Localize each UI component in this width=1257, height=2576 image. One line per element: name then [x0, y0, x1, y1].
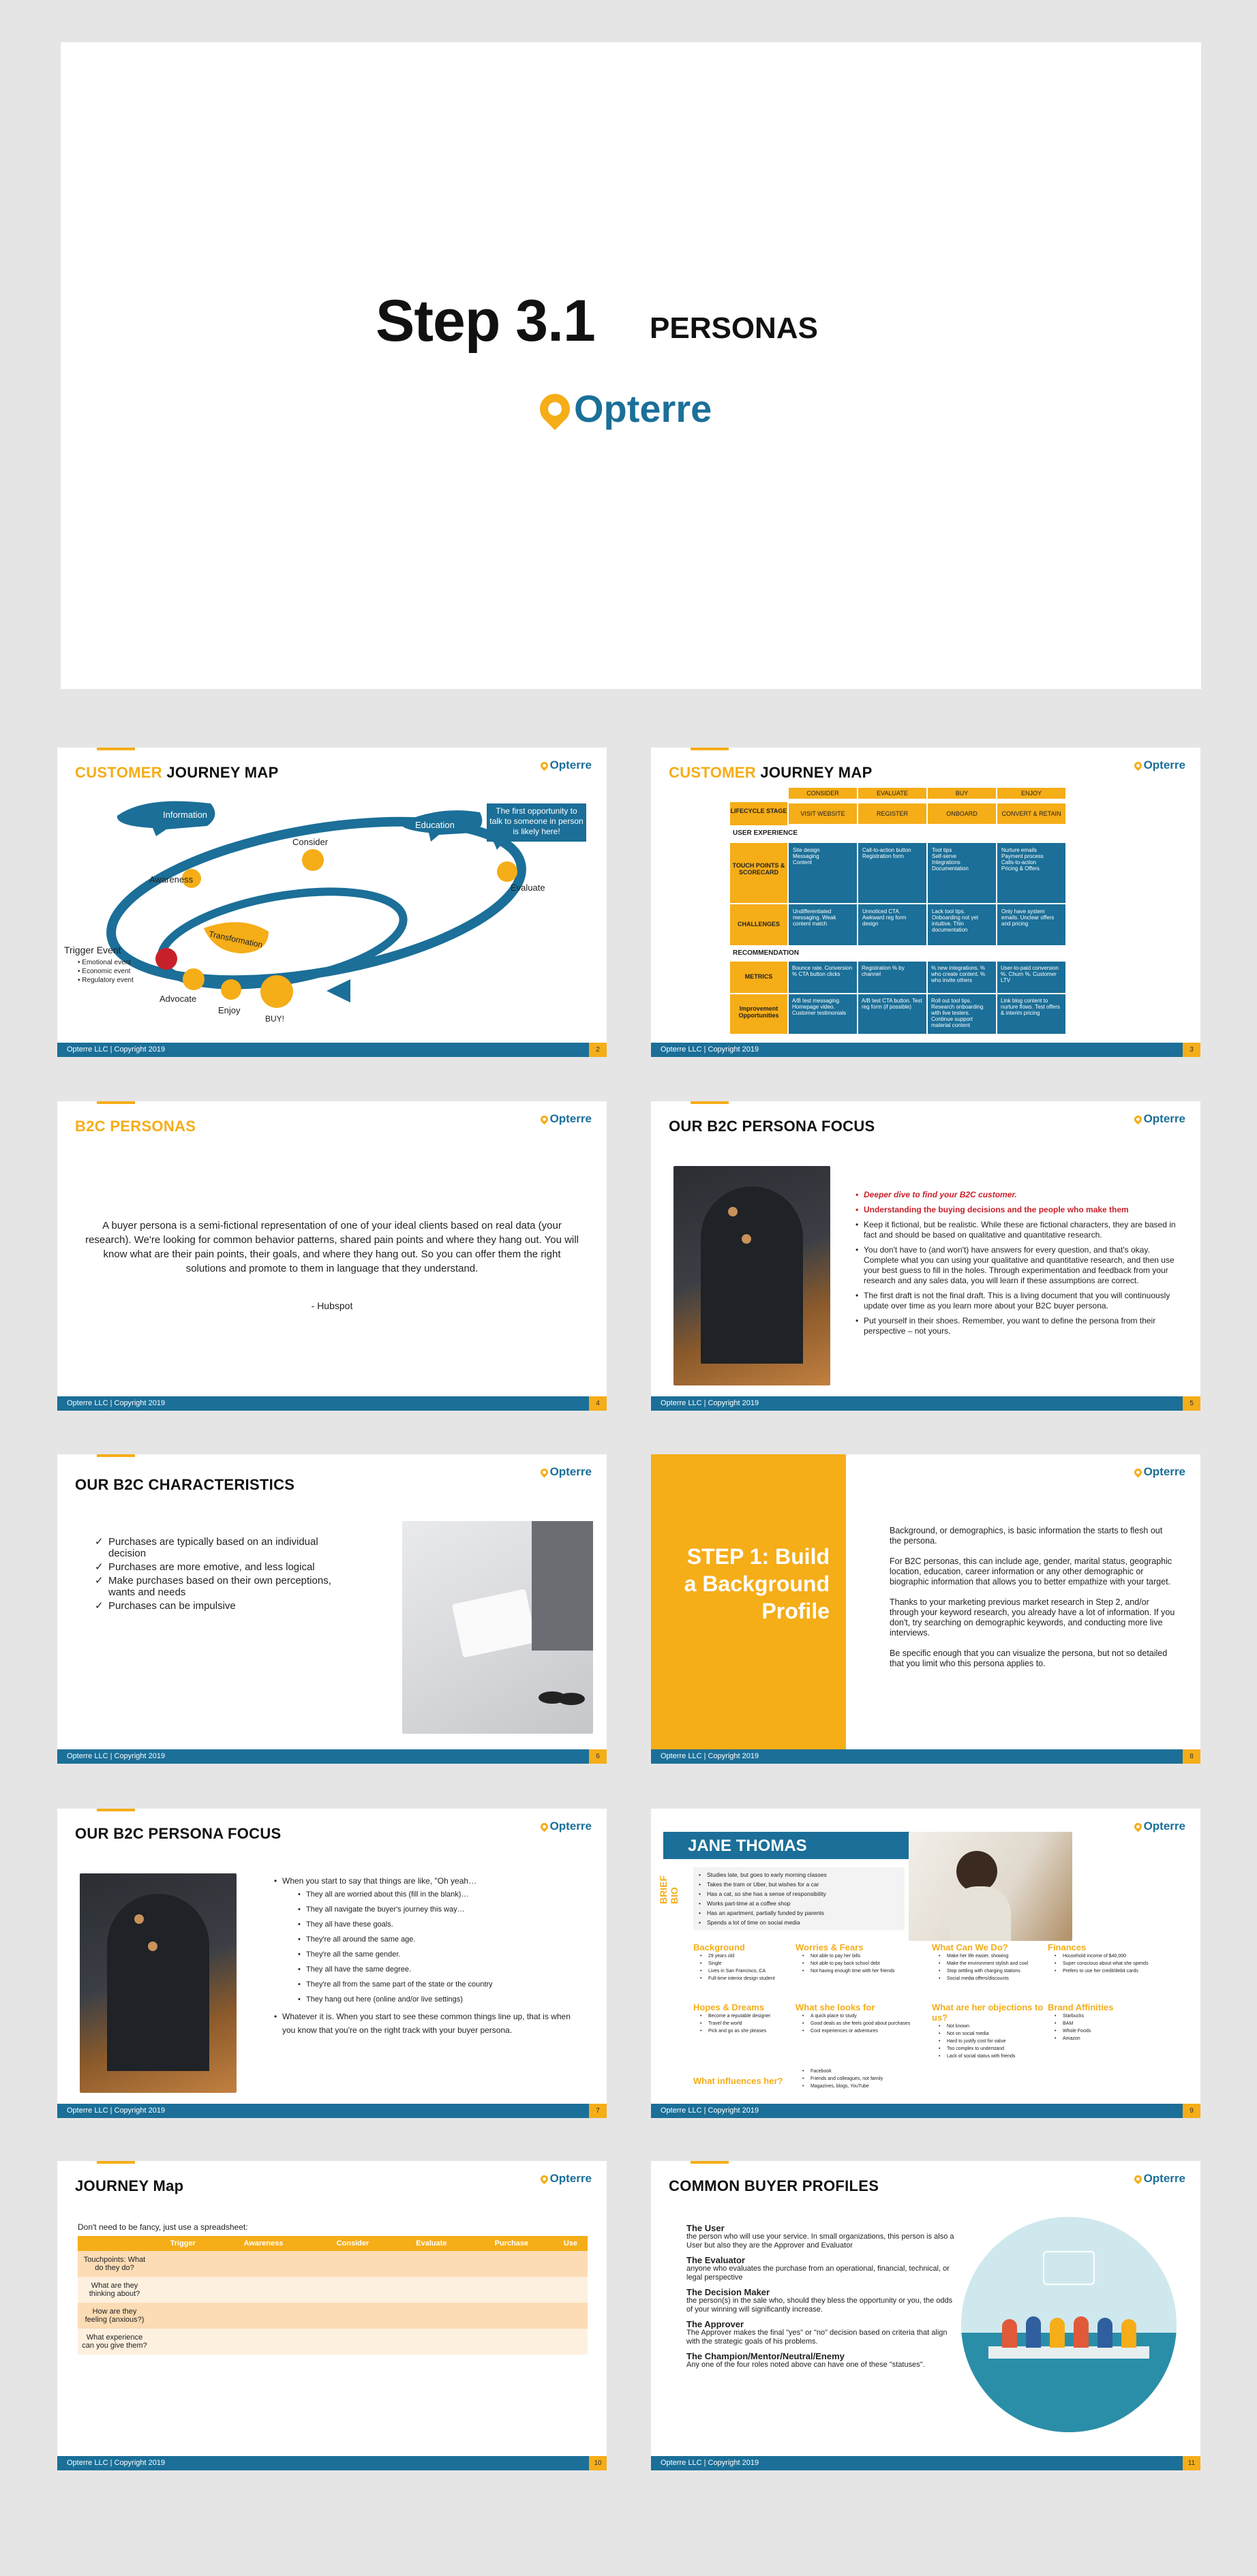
- opterre-logo: Opterre: [541, 1112, 592, 1126]
- opterre-logo: Opterre: [1134, 1820, 1185, 1833]
- opterre-logo: [540, 386, 712, 431]
- improve-label: Improvement Opportunities: [730, 994, 787, 1034]
- svg-text:Awareness: Awareness: [149, 874, 194, 885]
- step-heading: STEP 1: Build a Background Profile: [684, 1544, 830, 1623]
- slide-title: OUR B2C CHARACTERISTICS: [75, 1476, 295, 1493]
- svg-text:Enjoy: Enjoy: [218, 1005, 241, 1015]
- metrics-row: Bounce rate. Conversion % CTA button clicks Registration % by channel % new integrations. % who create content. % who invite others User-to-paid conversion %. Churn %. Customer LTV: [789, 962, 1065, 993]
- focus-bullets: • Deeper dive to find your B2C customer. • Understanding the buying decisions and the people who make them • Keep it fictional, but be realistic. While these are fictional characters, they are based in fact and should be based on qualitative and quantitative research. • You don't have to (and won't) have answers for every question, and that's okay. Complete what you can using your qualitative and quantitative research, and then use your best guess to fill in the holes. Through experimentation and feedback from your research and any sales data, you will learn if these assumptions are correct. • The first draft is not the final draft. This is a living document that you will continuously update over time as you learn more about your B2C buyer persona. • Put yourself in their shoes. Remember, you want to define the persona from their perspective – not yours.: [855, 1190, 1183, 1336]
- svg-text:Advocate: Advocate: [160, 994, 197, 1004]
- slide-footer: Opterre LLC | Copyright 2019 3: [651, 1043, 1200, 1057]
- svg-text:BUY!: BUY!: [265, 1014, 285, 1024]
- personas-title: PERSONAS: [650, 311, 818, 345]
- spreadsheet-note: Don't need to be fancy, just use a spreadsheet:: [78, 2222, 248, 2232]
- enjoy-node: [221, 979, 241, 1000]
- slide-b2c-characteristics: [57, 1454, 607, 1764]
- person-writing-photo: [673, 1166, 830, 1385]
- slide-title: JOURNEY Map: [75, 2177, 184, 2194]
- callout-text: The first opportunity to talk to someone in person is likely here!: [489, 806, 584, 836]
- team-meeting-illustration: [961, 2217, 1177, 2432]
- svg-text:Transformation: Transformation: [208, 929, 264, 950]
- opterre-logo: Opterre: [1134, 1112, 1185, 1126]
- slide-title: COMMON BUYER PROFILES: [669, 2177, 879, 2194]
- profiles-list: The User the person who will use your service. In small organizations, this person is also a User but also they are the Approver and Evaluator The Evaluator anyone who evaluates the purchase from an operational, financial, technical, or legal perspective The Decision Maker the person(s) in the sale who, should they bless the opportunity or you, the odds of your winning will significantly increase. The Approver The Approver makes the final "yes" or "no" decision based on criteria that align with the strategic goals of his problems. The Champion/Mentor/Neutral/Enemy Any one of the four roles noted above can have one of these "statuses".: [686, 2223, 954, 2369]
- location-pin-icon: [539, 2173, 549, 2184]
- touch-row: Site design Messaging Content Call-to-action button Registration form Tool tips Self-serve Integrations Documentation Nurture emails Payment process Calls-to-action Pricing & Offers: [789, 843, 1065, 903]
- opterre-logo: Opterre: [541, 1820, 592, 1833]
- slide-footer: Opterre LLC | Copyright 2019 7: [57, 2104, 607, 2118]
- check-icon: ✓: [95, 1536, 104, 1548]
- card-payment-photo: [402, 1521, 593, 1734]
- opterre-logo: Opterre: [1134, 2172, 1185, 2186]
- opterre-logo: Opterre: [1134, 1465, 1185, 1479]
- slide-footer: Opterre LLC | Copyright 2019 9: [651, 2104, 1200, 2118]
- svg-text:Information: Information: [163, 810, 208, 820]
- slide-footer: Opterre LLC | Copyright 2019 2: [57, 1043, 607, 1057]
- recommendation-label: RECOMMENDATION: [733, 949, 800, 957]
- slide-title: B2C PERSONAS: [75, 1118, 196, 1135]
- challenges-label: CHALLENGES: [730, 904, 787, 945]
- opterre-logo: Opterre: [541, 1465, 592, 1479]
- opterre-logo: Opterre: [1134, 758, 1185, 772]
- slide-footer: Opterre LLC | Copyright 2019 4: [57, 1396, 607, 1411]
- logo-text: Opterre: [574, 387, 712, 430]
- location-pin-icon: [1132, 2173, 1143, 2184]
- trigger-node: [155, 948, 177, 970]
- check-icon: ✓: [95, 1575, 104, 1586]
- buy-node: [260, 975, 293, 1008]
- slide-title: OUR B2C PERSONA FOCUS: [669, 1118, 875, 1135]
- svg-text:• Economic event: • Economic event: [78, 968, 131, 975]
- ux-label: USER EXPERIENCE: [733, 829, 798, 837]
- slide-footer: Opterre LLC | Copyright 2019 10: [57, 2456, 607, 2470]
- slide-footer: Opterre LLC | Copyright 2019 11: [651, 2456, 1200, 2470]
- svg-text:• Emotional event: • Emotional event: [78, 959, 131, 966]
- slide-persona-focus: [651, 1101, 1200, 1411]
- journey-diagram: [57, 748, 607, 1057]
- location-pin-icon: [539, 1821, 549, 1832]
- location-pin-icon: [539, 1467, 549, 1477]
- slide-step1-background: [651, 1454, 1200, 1764]
- metrics-label: METRICS: [730, 962, 787, 993]
- journey-spreadsheet: Trigger Awareness Consider Evaluate Purchase Use Touchpoints: What do they do? What are they thinking about? How are they feeling (anxious?) What experience can you give them?: [78, 2236, 588, 2355]
- slide-journey-map-table: [651, 748, 1200, 1057]
- svg-text:Consider: Consider: [292, 837, 329, 847]
- slide-persona-focus-2: [57, 1809, 607, 2118]
- evaluate-node: [497, 861, 517, 882]
- characteristics-list: ✓ Purchases are typically based on an individual decision ✓ Purchases are more emotive, and less logical ✓ Make purchases based on their own perceptions, wants and needs ✓ Purchases can be impulsive: [95, 1536, 331, 1612]
- svg-text:Evaluate: Evaluate: [511, 883, 545, 893]
- title-slide: [61, 42, 1201, 689]
- touch-label: TOUCH POINTS & SCORECARD: [730, 843, 787, 903]
- slide-title: OUR B2C PERSONA FOCUS: [75, 1825, 282, 1842]
- bio-label: BRIEF BIO: [658, 1875, 680, 1904]
- attribution: - Hubspot: [311, 1300, 353, 1311]
- slide-customer-journey-map: [57, 748, 607, 1057]
- background-text: Background, or demographics, is basic information the starts to flesh out the persona. For B2C personas, this can include age, gender, marital status, geographic location, education, career information or any other demographic or biographic information that allows you to better empathize with your target. Thanks to your marketing previous market research in Step 2, and/or through your keyword research, you already have a lot of information. If you don't, try searching on demographic keywords, and conducting more live interviews. Be specific enough that you can visualize the persona, but not so detailed that you limit who this persona applies to.: [890, 1526, 1175, 1668]
- check-icon: ✓: [95, 1600, 104, 1612]
- slide-title: CUSTOMER JOURNEY MAP: [75, 764, 279, 781]
- location-pin-icon: [1132, 1467, 1143, 1477]
- consider-node: [302, 849, 324, 871]
- lifecycle-row: VISIT WEBSITE REGISTER ONBOARD CONVERT & RETAIN: [789, 803, 1065, 824]
- slide-footer: Opterre LLC | Copyright 2019 5: [651, 1396, 1200, 1411]
- svg-text:Trigger Event: Trigger Event: [64, 945, 121, 955]
- slide-b2c-personas: [57, 1101, 607, 1411]
- person-writing-photo: [80, 1873, 237, 2093]
- location-pin-icon: [539, 1114, 549, 1124]
- opterre-logo: Opterre: [541, 2172, 592, 2186]
- challenges-row: Undifferentiated messaging. Weak content match Unnoticed CTA. Awkward reg form design Lack tool tips. Onboarding not yet intuitive. Thin documentation Only have system emails. Unclear offers and pricing: [789, 904, 1065, 945]
- persona-definition: A buyer persona is a semi-fictional representation of one of your ideal clients based on real data (your research). We're looking for common behavior patterns, shared pain points and where they hang out. You will know what are their pain points, their goals, and where they hang out. So you can offer them the right solutions and promote to them in language that they understand.: [85, 1220, 579, 1274]
- slide-footer: Opterre LLC | Copyright 2019 8: [651, 1749, 1200, 1764]
- opterre-logo: Opterre: [541, 758, 592, 772]
- svg-text:Education: Education: [415, 820, 455, 830]
- stage-row: CONSIDER EVALUATE BUY ENJOY: [789, 788, 1065, 799]
- bio-list: • Studies late, but goes to early morning classes • Takes the tram or Uber, but wishes for a car • Has a cat, so she has a sense of responsibility • Works part-time at a coffee shop • Has an apartment, partially funded by parents • Spends a lot of time on social media: [693, 1867, 905, 1930]
- slide-footer: Opterre LLC | Copyright 2019 6: [57, 1749, 607, 1764]
- slide-title: CUSTOMER JOURNEY MAP: [669, 764, 873, 781]
- location-pin-icon: [534, 387, 576, 429]
- persona-name: JANE THOMAS: [688, 1837, 807, 1855]
- location-pin-icon: [1132, 760, 1143, 771]
- slide-jane-thomas: [651, 1809, 1200, 2118]
- slide-journey-spreadsheet: [57, 2161, 607, 2470]
- step-title: Step 3.1: [376, 288, 595, 354]
- location-pin-icon: [1132, 1114, 1143, 1124]
- focus-list: • When you start to say that things are like, "Oh yeah… • They all are worried about this (fill in the blank)… • They all navigate the buyer's journey this way… • They all have these goals. • They're all around the same age. • They're all the same gender. • They all have the same degree. • They're all from the same part of the state or the country • They hang out here (online and/or live settings) • Whatever it is. When you start to see these common things line up, that is when you know that you're on the right track with your buyer persona.: [274, 1875, 581, 2037]
- advocate-node: [183, 968, 205, 990]
- improve-row: A/B test messaging. Homepage video. Customer testimonials A/B test CTA button. Test reg form (if possible) Roll out tool tips. Research onboarding with live testers. Continue support material content Link blog content to nurture flows. Test offers & interim pricing: [789, 994, 1065, 1034]
- check-icon: ✓: [95, 1561, 104, 1573]
- svg-text:• Regulatory event: • Regulatory event: [78, 977, 134, 984]
- lifecycle-label: LIFECYCLE STAGE: [730, 802, 787, 825]
- persona-sections: Background • 29 years old • Single • Lives in San Francisco, CA • Full-time interior design student Worries & Fears • Not able to pay her bills • Not able to pay back school debt • Not having enough time with her friends What Can We Do? • Make her life easier, showing • Make the environment stylish and cool • Stop settling with charging stations • Social media offers/discounts Finances • Household income of $40,000 • Super conscious about what she spends • Prefers to use her credit/debit cards Hopes & Dreams • Become a reputable designer • Travel the world • Pick and go as she pleases What she looks for • A quick place to study • Good deals as she feels good about purchases • Cool experiences or adventures What are her objections to us? • Not known • Not on social media • Hard to justify cost for value • Too complex to understand • Lack of social status with friends Brand Affinities • Starbucks • BAM • Whole Foods • Amazon What influences her? • Facebook • Friends and colleagues, not family • Magazines, blogs, YouTube: [651, 1809, 1200, 2104]
- slide-buyer-profiles: [651, 2161, 1200, 2470]
